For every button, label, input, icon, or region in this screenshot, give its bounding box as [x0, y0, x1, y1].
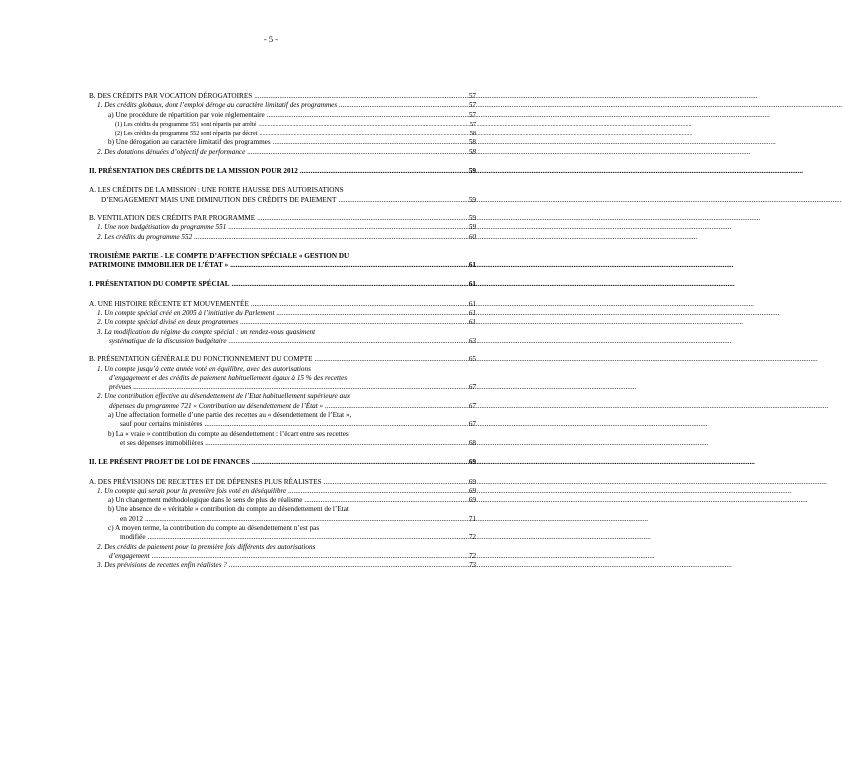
toc-entry-page: 69	[468, 496, 476, 505]
dot-leader	[258, 120, 464, 129]
toc-entry-text: 1. Une non budgétisation du programme 551	[97, 223, 227, 232]
dot-leader	[205, 439, 464, 448]
toc-entry-text: modifiée	[120, 533, 146, 542]
toc-entry-page: 59	[468, 167, 476, 176]
toc-entry-text: prévues	[109, 383, 132, 392]
toc-entry-page: 67	[468, 383, 476, 392]
toc-entry[interactable]	[89, 92, 476, 101]
toc-entry-text: c) A moyen terme, la contribution du compte au désendettement n’est pas	[108, 523, 320, 532]
toc-entry-page: 60	[468, 232, 476, 241]
dot-leader	[152, 552, 464, 561]
toc-entry-text: systématique de la discussion budgétaire	[109, 336, 227, 345]
toc-entry[interactable]	[89, 252, 476, 271]
spacer	[89, 270, 476, 280]
dot-leader	[304, 496, 464, 505]
toc-entry-page: 58	[468, 138, 476, 147]
toc-entry-text: 2. Une contribution effective au désendettement de l’Etat habituellement supérieure aux	[97, 392, 351, 401]
toc-entry-text: B. VENTILATION DES CRÉDITS PAR PROGRAMME	[89, 213, 256, 222]
dot-leader	[273, 138, 464, 147]
dot-leader	[325, 402, 464, 411]
toc-entry[interactable]	[89, 111, 476, 120]
toc-entry[interactable]	[89, 561, 476, 570]
toc-entry[interactable]	[89, 496, 476, 505]
dot-leader	[133, 383, 464, 392]
toc-entry[interactable]	[89, 186, 476, 205]
toc-entry-text: 1. Un compte spécial créé en 2005 à l’initiative du Parlement	[97, 309, 275, 318]
toc-entry-text: B. PRÉSENTATION GÉNÉRALE DU FONCTIONNEMENT DU COMPTE	[89, 355, 313, 364]
dot-leader	[324, 478, 464, 487]
toc-entry-page: 61	[468, 318, 476, 327]
toc-entry[interactable]	[89, 138, 476, 147]
dot-leader	[339, 101, 464, 110]
toc-entry-text: a) Une procédure de répartition par voie réglementaire	[108, 110, 265, 119]
dot-leader	[148, 533, 464, 542]
dot-leader	[254, 92, 464, 101]
toc-entry-text: d’engagement et des crédits de paiement habituellement égaux à 15 % des recettes	[109, 373, 348, 382]
toc-entry[interactable]	[89, 365, 476, 393]
toc-entry-text: sauf pour certains ministères	[120, 420, 203, 429]
toc-entry[interactable]	[89, 167, 476, 176]
spacer	[89, 290, 476, 300]
toc-entry-text: D’ENGAGEMENT MAIS UNE DIMINUTION DES CRÉDITS DE PAIEMENT	[101, 195, 337, 204]
toc-entry-text: A. UNE HISTOIRE RÉCENTE ET MOUVEMENTÉE	[89, 299, 249, 308]
toc-entry[interactable]	[89, 411, 476, 430]
spacer	[89, 157, 476, 167]
toc-entry-page: 67	[468, 420, 476, 429]
spacer	[89, 205, 476, 214]
dot-leader	[229, 337, 464, 346]
toc-entry-page: 58	[468, 147, 476, 156]
toc-entry[interactable]	[89, 214, 476, 223]
toc-entry-page: 57	[468, 110, 476, 119]
toc-entry[interactable]	[89, 478, 476, 487]
dot-leader	[228, 223, 464, 232]
toc-entry-page: 59	[468, 213, 476, 222]
toc-entry-text: 2. Un compte spécial divisé en deux programmes	[97, 318, 239, 327]
dot-leader	[338, 196, 464, 205]
toc-entry-text: 1. Un compte qui serait pour la première fois voté en déséquilibre	[97, 486, 287, 495]
toc-entry-text: (2) Les crédits du programme 552 sont répartis par décret	[115, 130, 258, 138]
toc-entry-text: 3. Des prévisions de recettes enfin réalistes ?	[97, 561, 227, 570]
toc-entry-page: 73	[468, 561, 476, 570]
toc-entry-page: 63	[468, 336, 476, 345]
toc-entry-text: 2. Des dotations dénuées d’objectif de performance	[97, 147, 246, 156]
toc-entry-text: et ses dépenses immobilières	[120, 438, 204, 447]
dot-leader	[145, 515, 464, 524]
toc-entry[interactable]	[89, 223, 476, 232]
dot-leader	[267, 111, 464, 120]
toc-entry-text: (1) Les crédits du programme 551 sont répartis par arrêté	[115, 120, 257, 128]
toc-entry-page: 58	[469, 130, 476, 138]
dot-leader	[251, 300, 464, 309]
toc-entry-text: 2. Des crédits de paiement pour la première fois différents des autorisations	[97, 542, 316, 551]
toc-entry-text: 1. Un compte jusqu’à cette année voté en équilibre, avec des autorisations	[97, 364, 311, 373]
toc-entry-text: II. PRÉSENTATION DES CRÉDITS DE LA MISSION POUR 2012	[89, 167, 298, 176]
toc-entry-text: A. LES CRÉDITS DE LA MISSION : UNE FORTE HAUSSE DES AUTORISATIONS	[89, 186, 344, 195]
toc-entry-page: 61	[468, 261, 476, 270]
toc-entry[interactable]	[89, 233, 476, 242]
toc-entry-text: d’engagement	[109, 551, 150, 560]
toc-entry-text: b) Une dérogation au caractère limitatif des programmes	[108, 138, 271, 147]
toc-entry-page: 69	[468, 477, 476, 486]
toc-entry[interactable]	[89, 318, 476, 327]
table-of-contents	[89, 92, 476, 570]
toc-entry[interactable]	[89, 524, 476, 543]
toc-entry-text: a) Une affectation formelle d’une partie des recettes au « désendettement de l’Etat »,	[108, 411, 352, 420]
toc-entry-text: b) La « vraie » contribution du compte au désendettement : l’écart entre ses recettes	[108, 429, 349, 438]
toc-entry-text: A. DES PRÉVISIONS DE RECETTES ET DE DÉPENSES PLUS RÉALISTES	[89, 477, 322, 486]
toc-entry[interactable]	[89, 309, 476, 318]
toc-entry-page: 61	[468, 280, 476, 289]
toc-entry[interactable]	[89, 355, 476, 364]
toc-entry[interactable]	[89, 543, 476, 562]
toc-entry-page: 57	[468, 92, 476, 100]
toc-entry-page: 57	[468, 101, 476, 110]
spacer	[89, 242, 476, 252]
toc-entry-page: 61	[468, 299, 476, 308]
toc-entry-text: I. PRÉSENTATION DU COMPTE SPÉCIAL	[89, 280, 230, 289]
dot-leader	[315, 355, 465, 364]
toc-entry-text: TROISIÈME PARTIE - LE COMPTE D’AFFECTION SPÉCIALE « GESTION DU	[89, 251, 350, 260]
dot-leader	[240, 318, 464, 327]
toc-entry[interactable]	[89, 430, 476, 449]
dot-leader	[288, 487, 464, 496]
dot-leader	[232, 280, 464, 289]
toc-entry-text: a) Un changement méthodologique dans le sens de plus de réalisme	[108, 496, 303, 505]
dot-leader	[259, 129, 464, 138]
toc-entry[interactable]	[89, 300, 476, 309]
toc-entry[interactable]	[89, 129, 476, 138]
toc-entry-page: 59	[468, 223, 476, 232]
toc-entry[interactable]	[89, 392, 476, 411]
toc-entry[interactable]	[89, 101, 476, 110]
toc-entry[interactable]	[89, 487, 476, 496]
spacer	[89, 448, 476, 458]
toc-entry-text: 3. La modification du régime du compte spécial : un rendez-vous quasiment	[97, 327, 316, 336]
toc-entry-page: 71	[468, 514, 476, 523]
spacer	[89, 468, 476, 478]
dot-leader	[204, 420, 464, 429]
toc-entry-page: 67	[468, 401, 476, 410]
page-number: - 5 -	[263, 34, 279, 44]
toc-entry-text: II. LE PRÉSENT PROJET DE LOI DE FINANCES	[89, 458, 250, 467]
dot-leader	[300, 167, 464, 176]
dot-leader	[252, 458, 464, 467]
spacer	[89, 176, 476, 186]
toc-entry-text: dépenses du programme 721 « Contribution au désendettement de l’État »	[109, 401, 324, 410]
toc-entry-page: 72	[468, 533, 476, 542]
dot-leader	[230, 261, 464, 270]
dot-leader	[276, 309, 464, 318]
toc-entry[interactable]	[89, 328, 476, 347]
spacer	[89, 346, 476, 355]
toc-entry-text: 2. Les crédits du programme 552	[97, 232, 193, 241]
toc-entry[interactable]	[89, 120, 476, 129]
toc-entry-text: en 2012	[120, 514, 143, 523]
toc-entry-text: PATRIMOINE IMMOBILIER DE L’ÉTAT »	[89, 261, 229, 270]
toc-entry[interactable]	[89, 458, 476, 467]
toc-entry-page: 61	[468, 309, 476, 318]
toc-entry-page: 68	[468, 438, 476, 447]
dot-leader	[247, 148, 464, 157]
toc-entry-text: B. DES CRÉDITS PAR VOCATION DÉROGATOIRES	[89, 92, 253, 100]
toc-entry-text: 1. Des crédits globaux, dont l’emploi déroge au caractère limitatif des programmes	[97, 101, 338, 110]
dot-leader	[194, 233, 464, 242]
toc-entry-page: 59	[468, 195, 476, 204]
toc-entry-page: 69	[468, 458, 476, 467]
toc-entry[interactable]	[89, 148, 476, 157]
toc-entry-text: b) Une absence de « véritable » contribution du compte au désendettement de l’Etat	[108, 505, 349, 514]
toc-entry[interactable]	[89, 505, 476, 524]
toc-entry[interactable]	[89, 280, 476, 289]
toc-entry-page: 65	[468, 355, 476, 364]
toc-entry-page: 69	[468, 486, 476, 495]
toc-entry-page: 72	[468, 551, 476, 560]
dot-leader	[229, 561, 464, 570]
dot-leader	[257, 214, 464, 223]
toc-entry-page: 57	[469, 120, 476, 128]
